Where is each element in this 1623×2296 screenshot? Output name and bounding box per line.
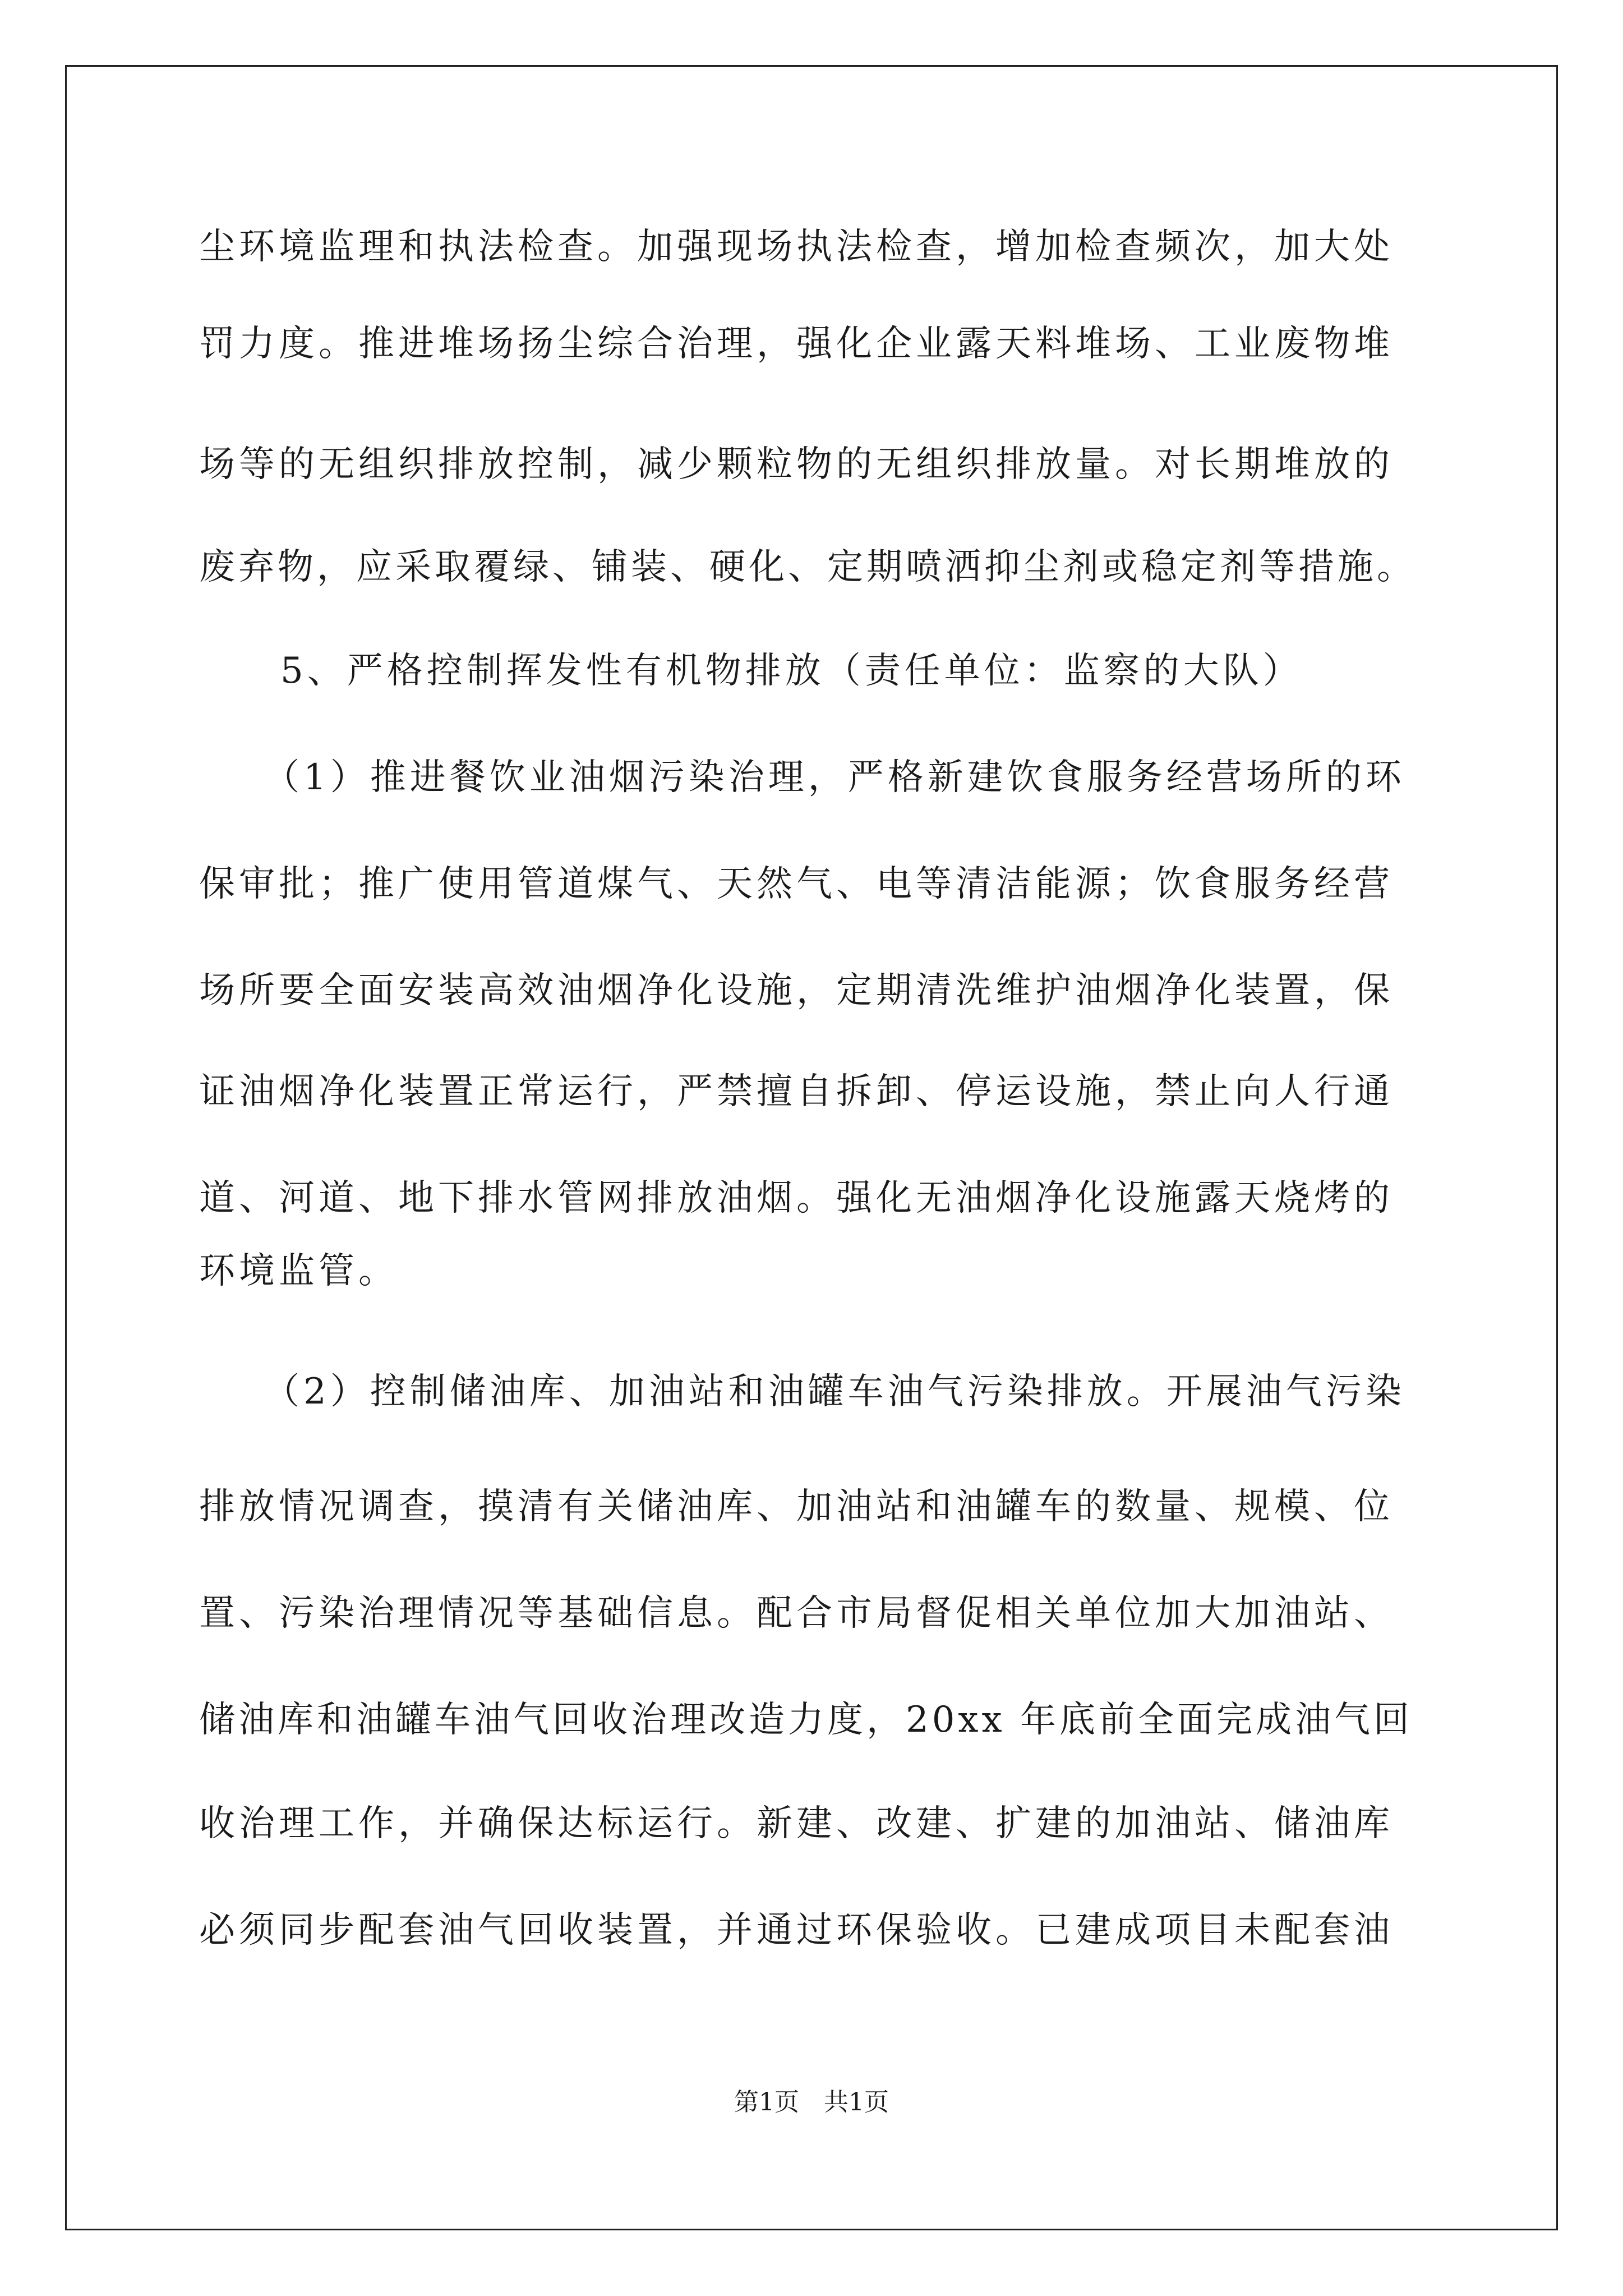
section-heading: 5、严格控制挥发性有机物排放（责任单位：监察的大队） <box>280 650 1303 692</box>
text-line: 证油烟净化装置正常运行，严禁擅自拆卸、停运设施，禁止向人行通 <box>199 1071 1394 1112</box>
text-line: 必须同步配套油气回收装置，并通过环保验收。已建成项目未配套油 <box>199 1910 1394 1951</box>
text-line: 保审批；推广使用管道煤气、天然气、电等清洁能源；饮食服务经营 <box>199 863 1394 905</box>
text-line: 场所要全面安装高效油烟净化设施，定期清洗维护油烟净化装置，保 <box>199 970 1394 1011</box>
text-line: 尘环境监理和执法检查。加强现场执法检查，增加检查频次，加大处 <box>199 226 1394 268</box>
text-line: 收治理工作，并确保达标运行。新建、改建、扩建的加油站、储油库 <box>199 1803 1394 1844</box>
text-line: 储油库和油罐车油气回收治理改造力度，20xx 年底前全面完成油气回 <box>199 1699 1413 1741</box>
text-line: 排放情况调查，摸清有关储油库、加油站和油罐车的数量、规模、位 <box>199 1486 1394 1527</box>
text-line: （2）控制储油库、加油站和油罐车油气污染排放。开展油气污染 <box>264 1371 1405 1412</box>
text-line: 场等的无组织排放控制，减少颗粒物的无组织排放量。对长期堆放的 <box>199 444 1394 485</box>
page-border <box>65 65 1558 2230</box>
text-line: 置、污染治理情况等基础信息。配合市局督促相关单位加大加油站、 <box>199 1593 1394 1634</box>
text-line: 罚力度。推进堆场扬尘综合治理，强化企业露天料堆场、工业废物堆 <box>199 323 1394 365</box>
page-number-footer: 第1页 共1页 <box>734 2088 889 2116</box>
text-line: 废弃物，应采取覆绿、铺装、硬化、定期喷洒抑尘剂或稳定剂等措施。 <box>199 546 1416 588</box>
text-line: （1）推进餐饮业油烟污染治理，严格新建饮食服务经营场所的环 <box>264 757 1405 798</box>
text-line: 环境监管。 <box>199 1250 398 1292</box>
text-line: 道、河道、地下排水管网排放油烟。强化无油烟净化设施露天烧烤的 <box>199 1177 1394 1219</box>
